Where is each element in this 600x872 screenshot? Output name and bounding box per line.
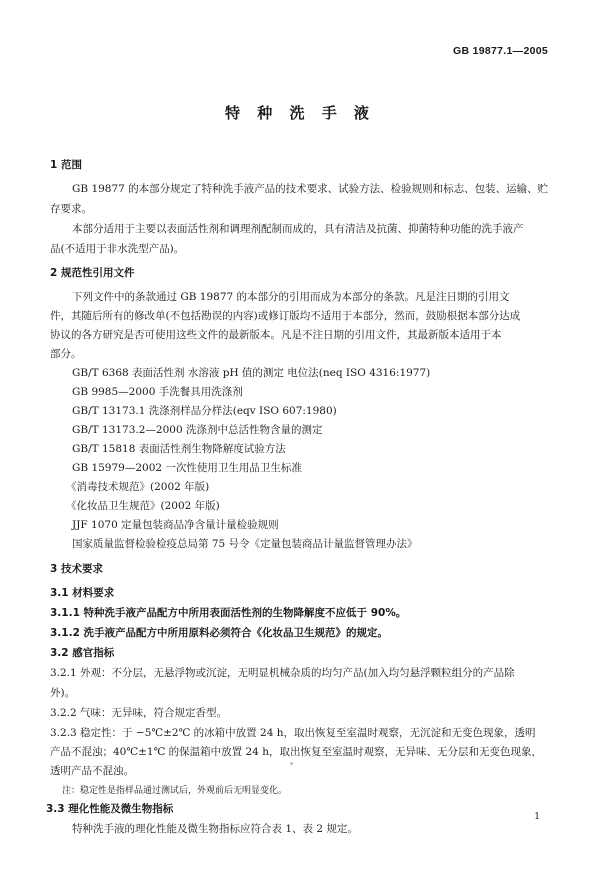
reference-item: GB 9985—2000 手洗餐具用洗涤剂 (72, 386, 243, 398)
reference-item: GB/T 15818 表面活性剂生物降解度试验方法 (72, 443, 286, 455)
clause-3-2-3-line-3: 透明产品不混浊。 (50, 765, 134, 777)
standard-code: GB 19877.1—2005 (453, 45, 548, 57)
reference-item: GB 15979—2002 一次性使用卫生用品卫生标准 (72, 462, 302, 474)
section-3-2-heading: 3.2 感官指标 (50, 647, 115, 659)
section-1-heading: 1 范围 (50, 159, 82, 171)
section-2-paragraph-line-1: 下列文件中的条款通过 GB 19877 的本部分的引用而成为本部分的条款。凡是注日期的引用文 (72, 291, 510, 303)
clause-3-2-2: 3.2.2 气味：无异味，符合规定香型。 (50, 707, 228, 719)
scan-speck (290, 762, 293, 765)
reference-item: GB/T 6368 表面活性剂 水溶液 pH 值的测定 电位法(neq ISO 4316:1977) (72, 367, 431, 379)
document-title: 特 种 洗 手 液 (225, 104, 375, 122)
section-1-paragraph-2-line-2: 品(不适用于非水洗型产品)。 (50, 243, 185, 255)
section-1-paragraph-1-line-2: 存要求。 (50, 203, 92, 215)
section-2-heading: 2 规范性引用文件 (50, 267, 135, 279)
reference-item: 《消毒技术规范》(2002 年版) (66, 481, 210, 493)
section-3-1-heading: 3.1 材料要求 (50, 587, 115, 599)
section-2-paragraph-line-3: 协议的各方研究是否可使用这些文件的最新版本。凡是不注日期的引用文件，其最新版本适用于本 (50, 329, 502, 341)
clause-3-2-3-line-1: 3.2.3 稳定性：于 −5℃±2℃ 的冰箱中放置 24 h，取出恢复至室温时观察，无沉淀和无变色现象，透明 (50, 727, 536, 739)
page-number: 1 (534, 812, 540, 822)
section-3-3-paragraph: 特种洗手液的理化性能及微生物指标应符合表 1、表 2 规定。 (72, 823, 358, 835)
section-1-paragraph-1-line-1: GB 19877 的本部分规定了特种洗手液产品的技术要求、试验方法、检验规则和标志、包装、运输、贮 (72, 183, 549, 195)
section-1-paragraph-2-line-1: 本部分适用于主要以表面活性剂和调理剂配制而成的，具有清洁及抗菌、抑菌特种功能的洗手液产 (72, 223, 524, 235)
reference-item: 《化妆品卫生规范》(2002 年版) (66, 500, 220, 512)
section-3-3-heading: 3.3 理化性能及微生物指标 (46, 803, 174, 815)
clause-3-1-2: 3.1.2 洗手液产品配方中所用原料必须符合《化妆品卫生规范》的规定。 (50, 627, 389, 639)
clause-3-2-1-line-2: 外)。 (50, 687, 76, 699)
clause-3-2-1-line-1: 3.2.1 外观：不分层，无悬浮物或沉淀，无明显机械杂质的均匀产品(加入均匀悬浮颗粒组分的产品除 (50, 667, 515, 679)
reference-item: GB/T 13173.1 洗涤剂样品分样法(eqv ISO 607:1980) (72, 405, 337, 417)
reference-item: GB/T 13173.2—2000 洗涤剂中总活性物含量的测定 (72, 424, 323, 436)
clause-3-2-3-line-2: 产品不混浊；40℃±1℃ 的保温箱中放置 24 h，取出恢复至室温时观察，无异味、无分层和无变色现象， (50, 746, 542, 758)
section-2-paragraph-line-2: 件，其随后所有的修改单(不包括勘误的内容)或修订版均不适用于本部分，然而，鼓励根据本部分达成 (50, 310, 521, 322)
section-3-heading: 3 技术要求 (50, 563, 103, 575)
clause-3-1-1: 3.1.1 特种洗手液产品配方中所用表面活性剂的生物降解度不应低于 90%。 (50, 607, 407, 619)
stability-note: 注：稳定性是指样品通过测试后，外观前后无明显变化。 (62, 786, 288, 796)
reference-item: 国家质量监督检验检疫总局第 75 号令《定量包装商品计量监督管理办法》 (72, 538, 418, 550)
reference-item: JJF 1070 定量包装商品净含量计量检验规则 (72, 519, 279, 531)
section-2-paragraph-line-4: 部分。 (50, 348, 82, 360)
